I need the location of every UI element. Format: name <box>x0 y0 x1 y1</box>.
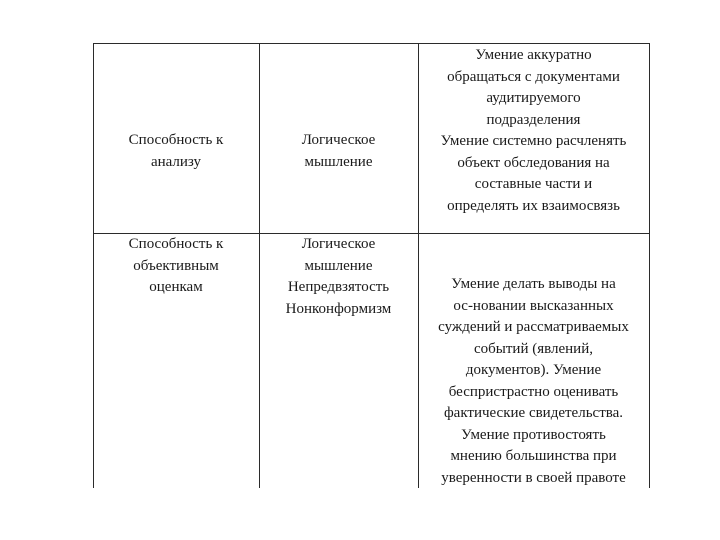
cell-line: мышление <box>304 153 373 170</box>
cell-line: обращаться с документами <box>447 68 620 85</box>
row-1-skills-cell <box>418 45 649 217</box>
row-1-ability-cell <box>93 130 259 173</box>
cell-line: Логическое <box>301 132 376 148</box>
cell-line: Способность к <box>128 236 224 252</box>
cell-line: Нонконформизм <box>285 300 392 317</box>
cell-line: Непредвзятость <box>287 279 390 295</box>
cell-line: уверенности в своей правоте <box>441 469 626 486</box>
cell-line: Умение аккуратно <box>475 47 592 63</box>
table-right-border <box>649 43 650 488</box>
cell-line: объект обследования на <box>457 154 610 171</box>
competency-table <box>93 43 650 488</box>
cell-line: событий (явлений, <box>474 340 593 357</box>
cell-line: определять их взаимосвязь <box>447 197 620 214</box>
cell-line: беспристрастно оценивать <box>448 383 619 400</box>
row-2-quality-cell <box>259 234 418 320</box>
cell-line: ос-новании высказанных <box>453 297 614 314</box>
row-2-skills-cell <box>418 274 649 489</box>
cell-line: Умение делать выводы на <box>451 276 616 292</box>
row-2-ability-cell <box>93 234 259 299</box>
cell-line: мнению большинства при <box>450 448 617 464</box>
row-1-quality-cell <box>259 130 418 173</box>
cell-line: составные части и <box>474 176 593 192</box>
cell-line: подразделения <box>486 111 581 128</box>
table-top-border <box>93 43 650 44</box>
cell-line: Умение системно расчленять <box>440 133 627 149</box>
cell-line: Умение противостоять <box>461 426 606 443</box>
cell-line: объективным <box>133 257 219 274</box>
cell-line: Логическое <box>301 236 376 252</box>
cell-line: суждений и рассматриваемых <box>438 319 629 335</box>
cell-line: мышление <box>304 257 373 274</box>
cell-line: аудитируемого <box>486 90 581 106</box>
cell-line: документов). Умение <box>465 362 602 378</box>
cell-line: фактические свидетельства. <box>443 405 624 421</box>
cell-line: оценкам <box>149 279 203 295</box>
cell-line: анализу <box>150 153 202 170</box>
cell-line: Способность к <box>128 132 224 148</box>
